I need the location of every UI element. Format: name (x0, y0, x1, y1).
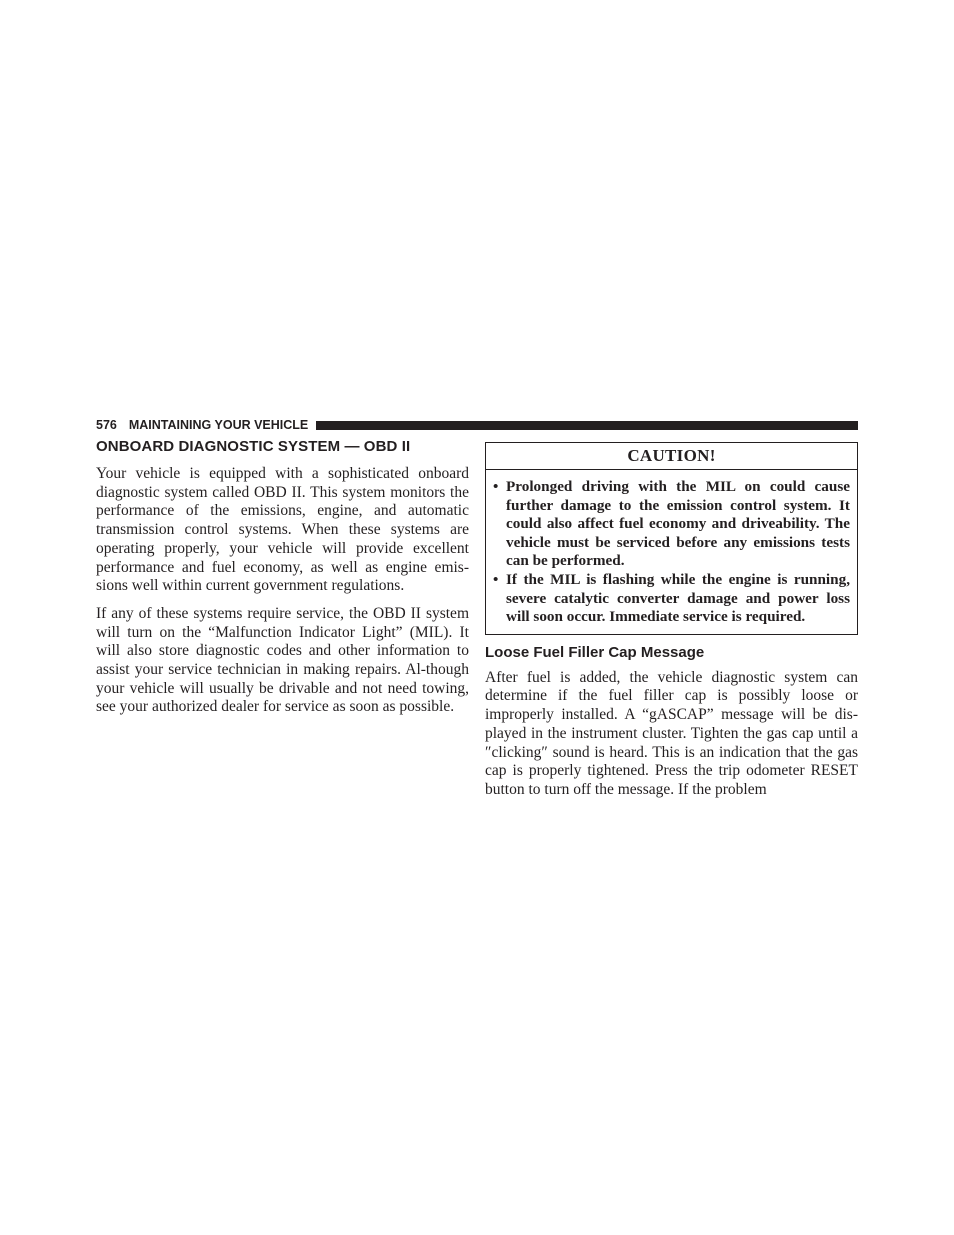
body-paragraph: After fuel is added, the vehicle diagnostic system can determine if the fuel filler cap is possibly loose or improperly installed. A “gASCAP” message will be dis-played in the instrument cluster. Tighten the gas cap until a ″clicking″ sound is heard. This is an indication that the gas cap is properly tightened. Press the trip odometer RESET button to turn off the message. If the problem (485, 668, 858, 798)
caution-item-text: If the MIL is flashing while the engine is running, severe catalytic converter damage and power loss will soon occur. Immediate service is required. (506, 570, 850, 626)
caution-title: CAUTION! (486, 443, 857, 470)
page-number: 576 (96, 418, 117, 432)
caution-item (493, 571, 850, 627)
bullet-icon: • (493, 570, 499, 588)
page-header (96, 417, 858, 433)
caution-list (486, 470, 857, 634)
body-paragraph: Your vehicle is equipped with a sophisticated onboard diagnostic system called OBD II. This system monitors the performance of the emissions, engine, and automatic transmission control systems. When these systems are operating properly, your vehicle will provide excellent performance and fuel economy, as well as engine emis-sions well within current government regulations. (96, 465, 469, 595)
subsection-heading: Loose Fuel Filler Cap Message (485, 643, 705, 661)
header-rule (316, 421, 858, 430)
chapter-title: MAINTAINING YOUR VEHICLE (128, 418, 309, 432)
left-column (96, 438, 469, 726)
right-column (485, 438, 858, 809)
section-heading: ONBOARD DIAGNOSTIC SYSTEM — OBD II (96, 438, 411, 455)
bullet-icon: • (493, 478, 499, 495)
caution-item-text: Prolonged driving with the MIL on could cause further damage to the emission control system. It could also affect fuel economy and driveability. The vehicle must be serviced before any emissions tests can be performed. (506, 478, 850, 570)
caution-box (485, 442, 858, 635)
caution-item (493, 478, 850, 571)
body-paragraph: If any of these systems require service, the OBD II system will turn on the “Malfunction Indicator Light” (MIL). It will also store diagnostic codes and other information to assist your service technician in making repairs. Al-though your vehicle will usually be drivable and not need towing, see your authorized dealer for service as soon as possible. (96, 604, 469, 716)
